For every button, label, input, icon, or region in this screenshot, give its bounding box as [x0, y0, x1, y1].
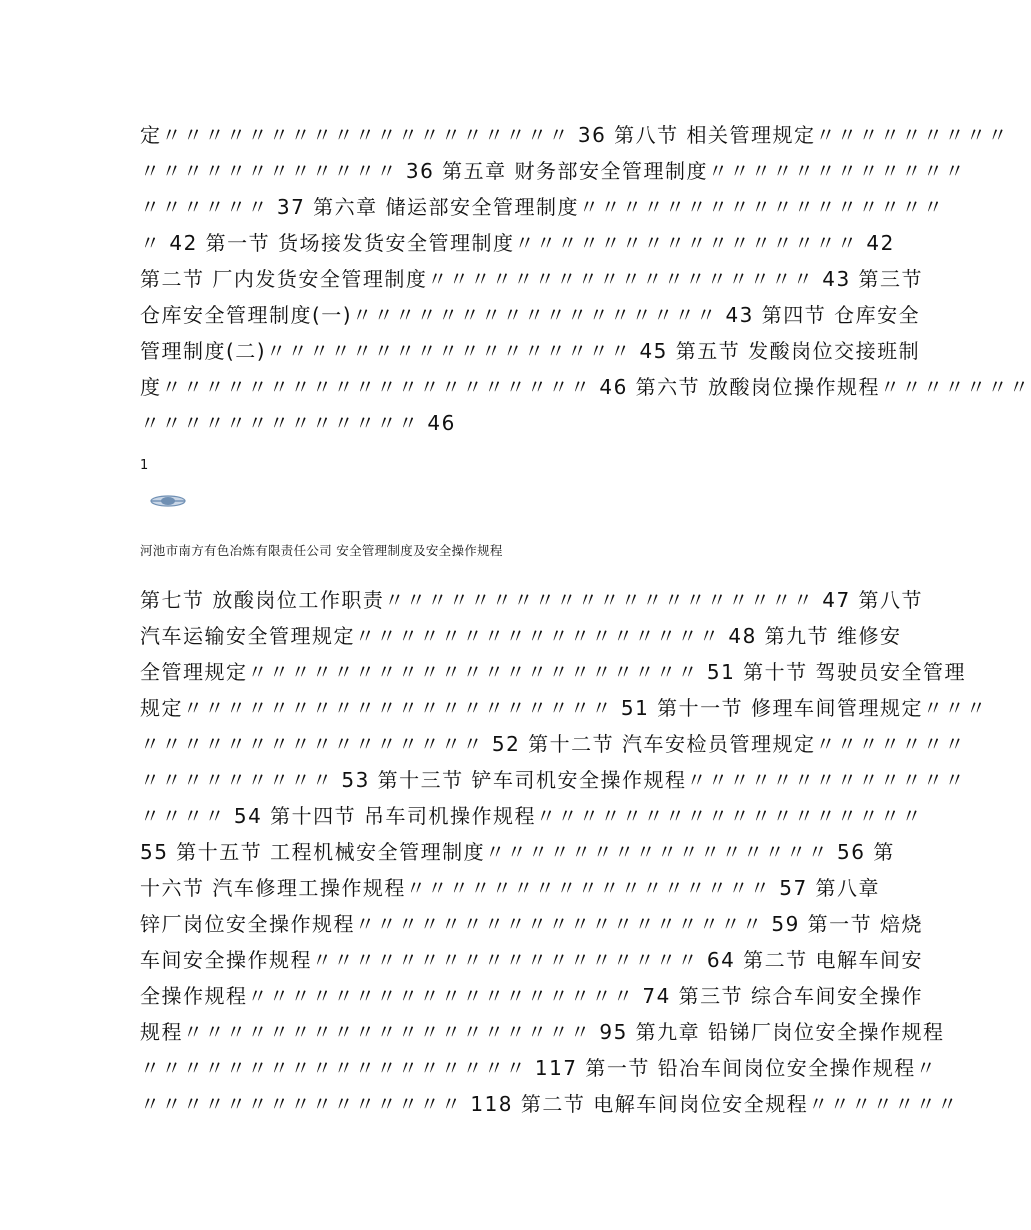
toc-line: 〃〃〃〃 54 第十四节 吊车司机操作规程〃〃〃〃〃〃〃〃〃〃〃〃〃〃〃〃〃〃	[140, 804, 924, 828]
toc-line: 十六节 汽车修理工操作规程〃〃〃〃〃〃〃〃〃〃〃〃〃〃〃〃〃 57 第八章	[140, 876, 881, 900]
toc-line: 规程〃〃〃〃〃〃〃〃〃〃〃〃〃〃〃〃〃〃〃 95 第九章 铅锑厂岗位安全操作规程	[140, 1020, 945, 1044]
toc-line: 管理制度(二)〃〃〃〃〃〃〃〃〃〃〃〃〃〃〃〃〃 45 第五节 发酸岗位交接班制	[140, 339, 921, 363]
toc-line: 〃〃〃〃〃〃〃〃〃 53 第十三节 铲车司机安全操作规程〃〃〃〃〃〃〃〃〃〃〃〃〃	[140, 768, 967, 792]
toc-line: 规定〃〃〃〃〃〃〃〃〃〃〃〃〃〃〃〃〃〃〃〃 51 第十一节 修理车间管理规定〃〃〃	[140, 696, 988, 720]
toc-line: 汽车运输安全管理规定〃〃〃〃〃〃〃〃〃〃〃〃〃〃〃〃〃 48 第九节 维修安	[140, 624, 902, 648]
company-logo-icon	[148, 492, 188, 510]
toc-line: 〃〃〃〃〃〃〃〃〃〃〃〃〃〃〃〃〃〃 117 第一节 铅冶车间岗位安全操作规程〃	[140, 1056, 938, 1080]
toc-line: 第二节 厂内发货安全管理制度〃〃〃〃〃〃〃〃〃〃〃〃〃〃〃〃〃〃 43 第三节	[140, 267, 924, 291]
toc-line: 仓库安全管理制度(一)〃〃〃〃〃〃〃〃〃〃〃〃〃〃〃〃〃 43 第四节 仓库安全	[140, 303, 921, 327]
toc-line: 定〃〃〃〃〃〃〃〃〃〃〃〃〃〃〃〃〃〃〃 36 第八节 相关管理规定〃〃〃〃〃〃〃〃〃	[140, 123, 1010, 147]
toc-line: 度〃〃〃〃〃〃〃〃〃〃〃〃〃〃〃〃〃〃〃〃 46 第六节 放酸岗位操作规程〃〃〃〃〃〃〃	[140, 375, 1031, 399]
toc-line: 锌厂岗位安全操作规程〃〃〃〃〃〃〃〃〃〃〃〃〃〃〃〃〃〃〃 59 第一节 焙烧	[140, 912, 924, 936]
toc-line: 车间安全操作规程〃〃〃〃〃〃〃〃〃〃〃〃〃〃〃〃〃〃 64 第二节 电解车间安	[140, 948, 924, 972]
toc-line: 全管理规定〃〃〃〃〃〃〃〃〃〃〃〃〃〃〃〃〃〃〃〃〃 51 第十节 驾驶员安全管理	[140, 660, 967, 684]
toc-line: 〃〃〃〃〃〃 37 第六章 储运部安全管理制度〃〃〃〃〃〃〃〃〃〃〃〃〃〃〃〃〃	[140, 195, 945, 219]
page-number: 1	[140, 458, 149, 473]
toc-line: 〃〃〃〃〃〃〃〃〃〃〃〃〃〃〃 118 第二节 电解车间岗位安全规程〃〃〃〃〃〃〃	[140, 1092, 959, 1116]
toc-line: 第七节 放酸岗位工作职责〃〃〃〃〃〃〃〃〃〃〃〃〃〃〃〃〃〃〃〃 47 第八节	[140, 588, 924, 612]
toc-block-bottom	[140, 582, 988, 1122]
toc-block-top	[140, 117, 1031, 441]
toc-line: 〃 42 第一节 货场接发货安全管理制度〃〃〃〃〃〃〃〃〃〃〃〃〃〃〃〃 42	[140, 231, 895, 255]
toc-line: 全操作规程〃〃〃〃〃〃〃〃〃〃〃〃〃〃〃〃〃〃 74 第三节 综合车间安全操作	[140, 984, 924, 1008]
toc-line: 〃〃〃〃〃〃〃〃〃〃〃〃〃 46	[140, 411, 456, 435]
running-header: 河池市南方有色冶炼有限责任公司 安全管理制度及安全操作规程	[140, 543, 503, 558]
toc-line: 〃〃〃〃〃〃〃〃〃〃〃〃〃〃〃〃 52 第十二节 汽车安检员管理规定〃〃〃〃〃〃〃	[140, 732, 967, 756]
toc-line: 55 第十五节 工程机械安全管理制度〃〃〃〃〃〃〃〃〃〃〃〃〃〃〃〃 56 第	[140, 840, 895, 864]
toc-line: 〃〃〃〃〃〃〃〃〃〃〃〃 36 第五章 财务部安全管理制度〃〃〃〃〃〃〃〃〃〃〃〃	[140, 159, 967, 183]
